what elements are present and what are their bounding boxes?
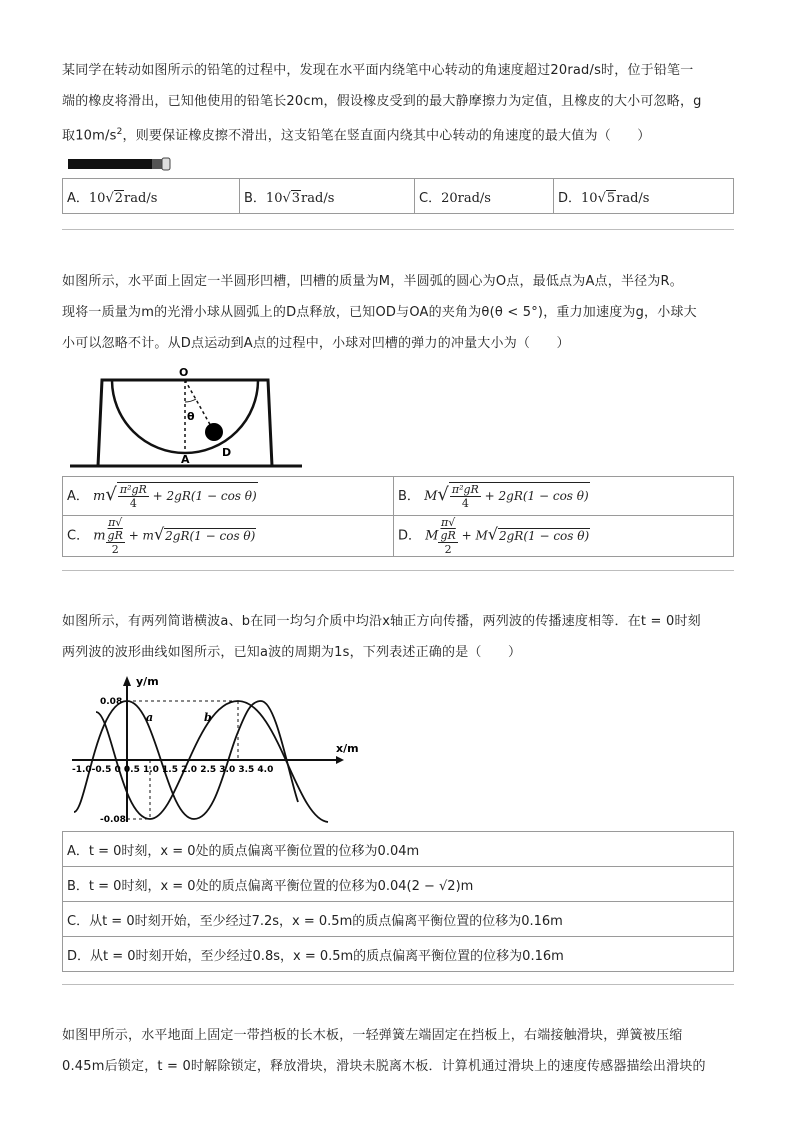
option-letter: A． xyxy=(67,190,89,206)
q3-option-c[interactable] xyxy=(63,902,734,937)
q1-stem-line-3 xyxy=(62,117,734,151)
option-letter: B． xyxy=(244,190,266,206)
label-a: A xyxy=(181,453,190,466)
theta-arc xyxy=(185,399,196,402)
q2-option-b[interactable]: B． M√ $\frac{\text{π²gR}}{4}$ + 2gR(1 − cos θ) xyxy=(394,477,734,516)
option-letter: A． xyxy=(67,489,89,504)
wave-figure xyxy=(66,672,366,828)
option-value: 10 xyxy=(581,190,598,206)
option-radicand: 5 xyxy=(606,190,616,206)
x-tick-labels: -1.0-0.5 0 0.5 1.0 1.5 2.0 2.5 3.0 3.5 4.0 xyxy=(72,765,274,775)
question-2-stem xyxy=(62,266,734,359)
question-4-stem xyxy=(62,1020,734,1082)
option-unit: rad/s xyxy=(301,190,335,206)
option-letter: C． xyxy=(67,528,90,544)
q3-option-d[interactable] xyxy=(63,937,734,972)
question-3-stem xyxy=(62,606,734,668)
q1-stem-line-3b: ，则要保证橡皮擦不滑出，这支铅笔在竖直面内绕其中心转动的角速度的最大值为（ ） xyxy=(122,128,651,144)
q3-options-table xyxy=(62,831,734,972)
option-letter: B． xyxy=(67,878,89,894)
option-letter: D． xyxy=(558,190,582,206)
option-text: t = 0时刻，x = 0处的质点偏离平衡位置的位移为0.04m xyxy=(88,843,420,859)
separator xyxy=(62,570,734,571)
pencil-figure xyxy=(66,156,176,172)
q2-option-a[interactable]: A． m√ $\frac{\text{π²gR}}{4}$ + 2gR(1 − cos θ) xyxy=(63,477,394,516)
q3-stem-line-1: 如图所示，有两列简谐横波a、b在同一均匀介质中均沿x轴正方向传播，两列波的传播速度相等．在t = 0时刻 xyxy=(62,614,701,629)
q1-stem-line-2: 端的橡皮将滑出，已知他使用的铅笔长20cm，假设橡皮受到的最大静摩擦力为定值，且橡皮的大小可忽略，g xyxy=(62,94,702,109)
q1-options-table xyxy=(62,178,734,214)
q4-stem-line-1: 如图甲所示，水平地面上固定一带挡板的长木板，一轻弹簧左端固定在挡板上，右端接触滑块，弹簧被压缩 xyxy=(62,1028,683,1043)
label-o: O xyxy=(179,366,189,379)
q3-option-b[interactable] xyxy=(63,867,734,902)
label-theta: θ xyxy=(187,410,195,423)
option-radicand: 2 xyxy=(114,190,124,206)
q1-option-c[interactable] xyxy=(415,179,554,214)
y-axis-label: y/m xyxy=(136,675,159,688)
x-axis-label: x/m xyxy=(336,742,359,755)
option-letter: D． xyxy=(398,528,422,544)
option-unit: rad/s xyxy=(616,190,650,206)
option-radicand: 3 xyxy=(291,190,301,206)
option-value: 10 xyxy=(265,190,283,206)
pencil-body xyxy=(68,159,152,169)
y-top-label: 0.08 xyxy=(100,697,123,707)
option-value: 10 xyxy=(88,190,106,206)
option-letter: A． xyxy=(67,843,89,859)
option-value: 20rad/s xyxy=(441,190,491,206)
q1-option-b[interactable]: B．10√3rad/s xyxy=(240,179,415,214)
q1-option-d[interactable]: D．10√5rad/s xyxy=(554,179,734,214)
option-letter: B． xyxy=(398,489,420,504)
pencil-ferrule xyxy=(152,159,162,169)
y-axis-arrow xyxy=(123,676,131,686)
y-bottom-label: -0.08 xyxy=(100,815,126,825)
q1-option-a[interactable]: A．10√2rad/s xyxy=(63,179,240,214)
option-text: 从t = 0时刻开始，至少经过7.2s，x = 0.5m的质点偏离平衡位置的位移为0.16m xyxy=(89,913,563,929)
q2-stem-line-1: 如图所示，水平面上固定一半圆形凹槽，凹槽的质量为M，半圆弧的圆心为O点，最低点为A点，半径为R。 xyxy=(62,274,683,289)
wave-b-label: b xyxy=(204,711,212,724)
q2-option-c[interactable]: C． m π√ gR 2 + m√2gR(1 − cos θ) xyxy=(63,516,394,557)
q3-option-a[interactable] xyxy=(63,832,734,867)
ball xyxy=(205,423,223,441)
q2-options-table xyxy=(62,476,734,557)
option-text: 从t = 0时刻开始，至少经过0.8s，x = 0.5m的质点偏离平衡位置的位移为0.16m xyxy=(90,948,564,964)
q1-superscript: 2 xyxy=(116,127,123,137)
label-d: D xyxy=(222,446,232,459)
wave-a-label: a xyxy=(146,711,154,724)
separator xyxy=(62,984,734,985)
separator xyxy=(62,229,734,230)
option-text: t = 0时刻，x = 0处的质点偏离平衡位置的位移为0.04(2 − √2)m xyxy=(88,878,474,894)
pencil-eraser xyxy=(162,158,170,170)
q1-stem-line-3a: 取10m/s xyxy=(62,128,117,144)
option-unit: rad/s xyxy=(124,190,158,206)
q1-stem-line-1: 某同学在转动如图所示的铅笔的过程中，发现在水平面内绕笔中心转动的角速度超过20rad/s时，位于铅笔一 xyxy=(62,63,694,78)
x-axis-arrow xyxy=(336,756,344,764)
q3-stem-line-2: 两列波的波形曲线如图所示，已知a波的周期为1s，下列表述正确的是（ ） xyxy=(62,645,522,660)
q2-stem-line-2: 现将一质量为m的光滑小球从圆弧上的D点释放，已知OD与OA的夹角为θ(θ < 5°)，重力加速度为g，小球大 xyxy=(62,305,697,320)
q2-option-d[interactable]: D． M π√ gR 2 + M√2gR(1 − cos θ) xyxy=(394,516,734,557)
q2-stem-line-3: 小可以忽略不计。从D点运动到A点的过程中，小球对凹槽的弹力的冲量大小为（ ） xyxy=(62,336,570,351)
q4-stem-line-2: 0.45m后锁定，t = 0时解除锁定，释放滑块，滑块未脱离木板．计算机通过滑块上的速度传感器描绘出滑块的 xyxy=(62,1059,706,1074)
option-letter: D． xyxy=(67,948,91,964)
question-1-stem xyxy=(62,55,734,151)
option-letter: C． xyxy=(67,913,90,929)
groove-figure xyxy=(66,362,306,472)
option-letter: C． xyxy=(419,190,442,206)
